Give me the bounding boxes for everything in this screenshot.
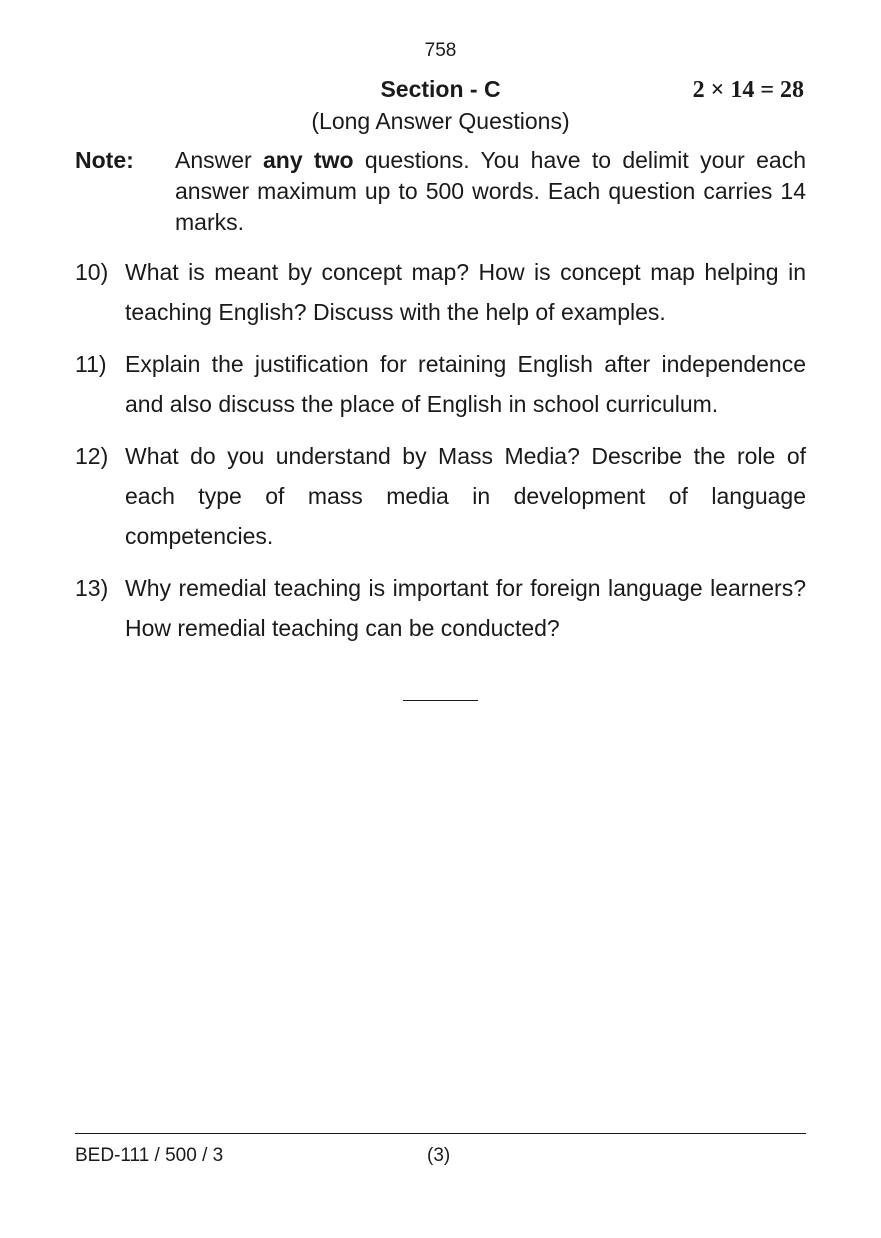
- question-text: What is meant by concept map? How is concept map helping in teaching English? Discuss with the help of examples.: [125, 259, 806, 325]
- section-subtitle: (Long Answer Questions): [311, 108, 570, 134]
- footer-paper-code: BED-111 / 500 / 3: [75, 1145, 224, 1166]
- question-13: [75, 568, 806, 648]
- question-12: [75, 436, 806, 556]
- note-text-bold: any two: [263, 147, 354, 173]
- note-text-before: Answer: [175, 147, 263, 173]
- question-list: [75, 252, 806, 660]
- end-divider: [403, 700, 478, 701]
- page-number: 758: [424, 40, 457, 61]
- note-text: [175, 145, 806, 238]
- footer-divider: [75, 1133, 806, 1134]
- question-text: Explain the justification for retaining English after independence and also discuss the place of English in school curriculum.: [125, 351, 806, 417]
- question-number: 12): [75, 443, 109, 469]
- question-number: 11): [75, 351, 107, 377]
- section-marks: 2 × 14 = 28: [692, 77, 804, 103]
- note-text-after: questions. You have to delimit your each answer maximum up to 500 words. Each question carries 14 marks.: [175, 147, 806, 235]
- question-number: 10): [75, 259, 109, 285]
- footer-page-number: (3): [427, 1145, 451, 1166]
- section-title: Section - C: [380, 76, 501, 102]
- question-11: [75, 344, 806, 424]
- question-10: [75, 252, 806, 332]
- note-label: Note:: [75, 147, 134, 173]
- question-number: 13): [75, 575, 109, 601]
- question-text: Why remedial teaching is important for foreign language learners? How remedial teaching can be conducted?: [125, 575, 806, 641]
- note-block: [75, 145, 806, 238]
- question-text: What do you understand by Mass Media? Describe the role of each type of mass media in development of language competencies.: [125, 443, 806, 549]
